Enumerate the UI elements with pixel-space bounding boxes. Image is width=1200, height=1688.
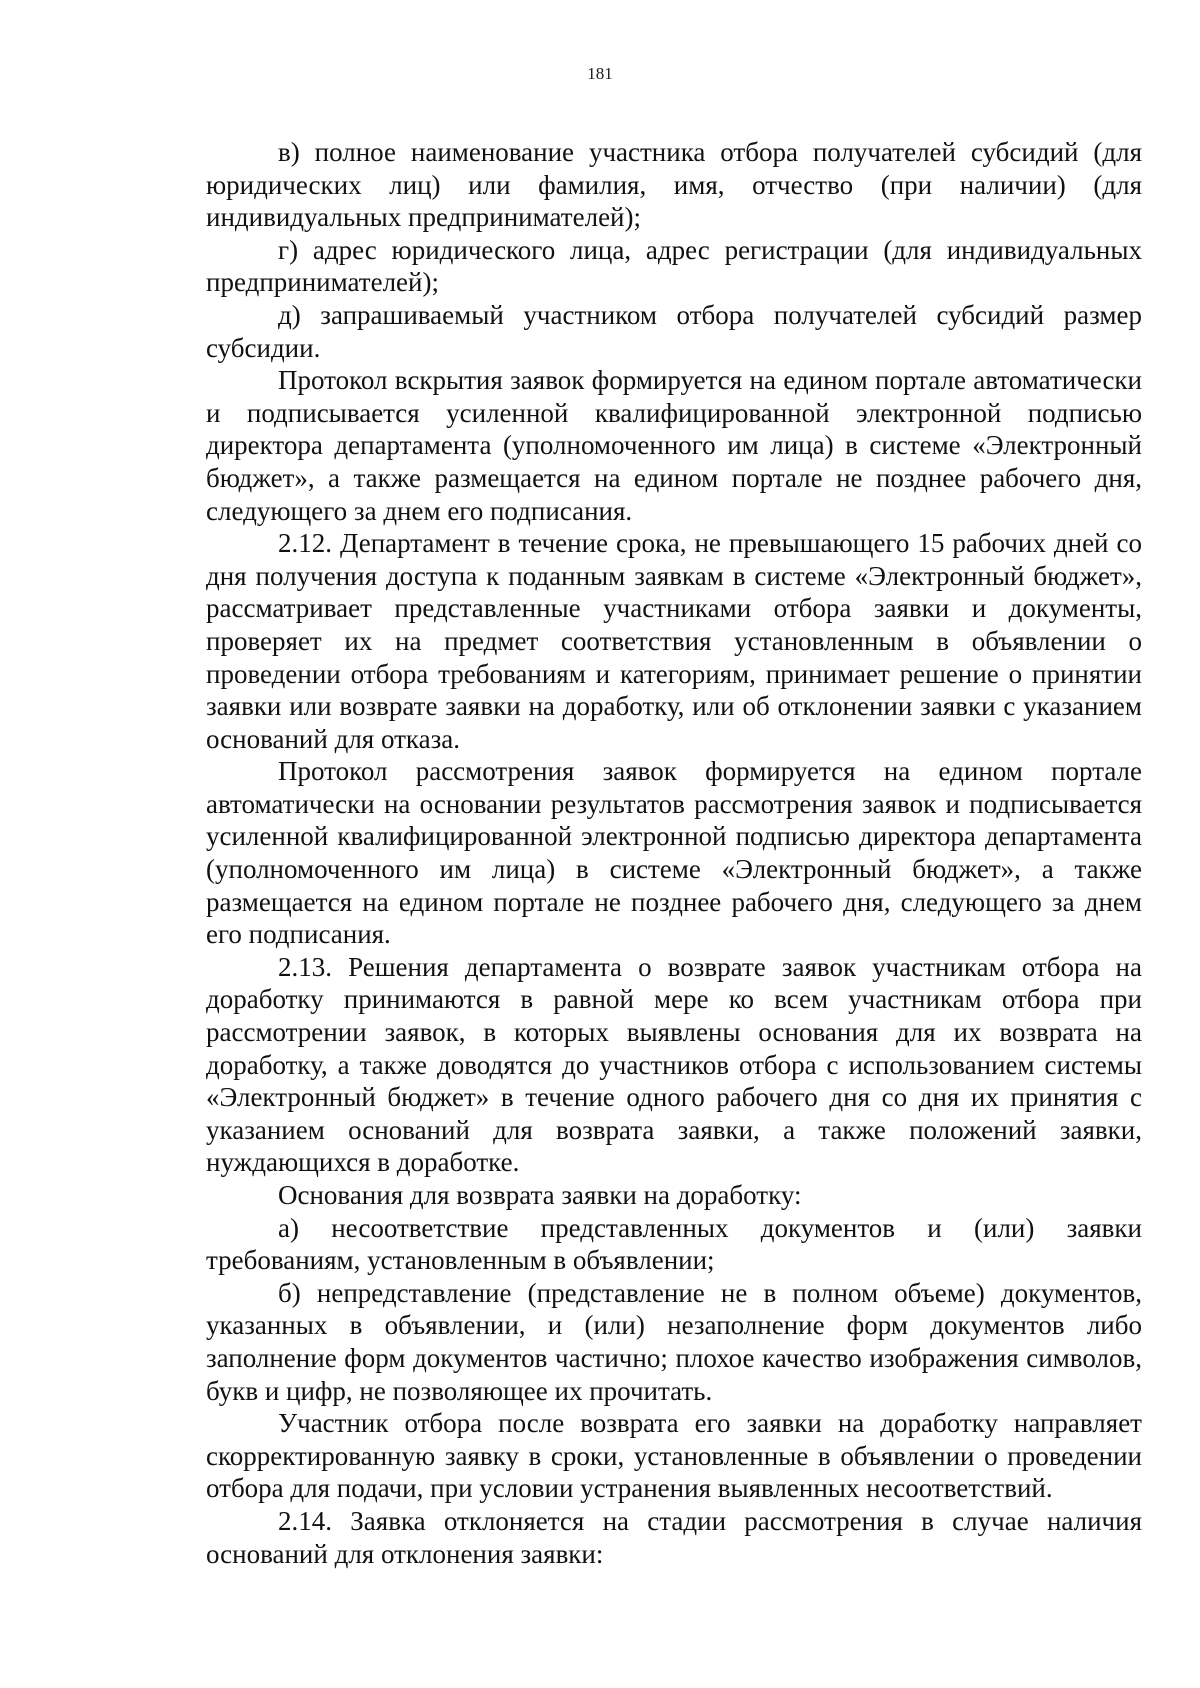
paragraph-2-13: 2.13. Решения департамента о возврате заявок участникам отбора на доработку принимаются в равной мере ко всем участникам отбора при рассмотрении заявок, в которых выявлены основания для их возврата на доработку, а также доводятся до участников отбора с использованием системы «Электронный бюджет» в течение одного рабочего дня со дня их принятия с указанием оснований для возврата заявки, а также положений заявки, нуждающихся в доработке. bbox=[206, 951, 1142, 1178]
paragraph-resubmission: Участник отбора после возврата его заявки на доработку направляет скорректированную заявку в сроки, установленные в объявлении о проведении отбора для подачи, при условии устранения выявленных несоответствий. bbox=[206, 1408, 1142, 1504]
page-number: 181 bbox=[587, 64, 613, 83]
paragraph-review-protocol: Протокол рассмотрения заявок формируется на едином портале автоматически на основании результатов рассмотрения заявок и подписывается усиленной квалифицированной электронной подписью директора департамента (уполномоченного им лица) в системе «Электронный бюджет», а также размещается на едином портале не позднее рабочего дня, следующего за днем его подписания. bbox=[206, 756, 1142, 950]
paragraph-item-g: г) адрес юридического лица, адрес регистрации (для индивидуальных предпринимателей); bbox=[206, 234, 1142, 298]
document-body bbox=[206, 136, 1142, 1570]
paragraph-return-ground-b: б) непредставление (представление не в полном объеме) документов, указанных в объявлении, и (или) незаполнение форм документов либо заполнение форм документов частично; плохое качество изображения символов, букв и цифр, не позволяющее их прочитать. bbox=[206, 1277, 1142, 1406]
paragraph-return-ground-a: а) несоответствие представленных документов и (или) заявки требованиям, установленным в объявлении; bbox=[206, 1212, 1142, 1276]
paragraph-item-v: в) полное наименование участника отбора получателей субсидий (для юридических лиц) или фамилия, имя, отчество (при наличии) (для индивидуальных предпринимателей); bbox=[206, 137, 1142, 233]
paragraph-2-14: 2.14. Заявка отклоняется на стадии рассмотрения в случае наличия оснований для отклонения заявки: bbox=[206, 1505, 1142, 1569]
paragraph-item-d: д) запрашиваемый участником отбора получателей субсидий размер субсидии. bbox=[206, 299, 1142, 363]
paragraph-2-12: 2.12. Департамент в течение срока, не превышающего 15 рабочих дней со дня получения доступа к поданным заявкам в системе «Электронный бюджет», рассматривает представленные участниками отбора заявки и документы, проверяет их на предмет соответствия установленным в объявлении о проведении отбора требованиям и категориям, принимает решение о принятии заявки или возврате заявки на доработку, или об отклонении заявки с указанием оснований для отказа. bbox=[206, 528, 1142, 754]
paragraph-return-grounds-heading: Основания для возврата заявки на доработку: bbox=[278, 1180, 802, 1210]
paragraph-opening-protocol: Протокол вскрытия заявок формируется на едином портале автоматически и подписывается усиленной квалифицированной электронной подписью директора департамента (уполномоченного им лица) в системе «Электронный бюджет», а также размещается на едином портале не позднее рабочего дня, следующего за днем его подписания. bbox=[206, 365, 1142, 526]
